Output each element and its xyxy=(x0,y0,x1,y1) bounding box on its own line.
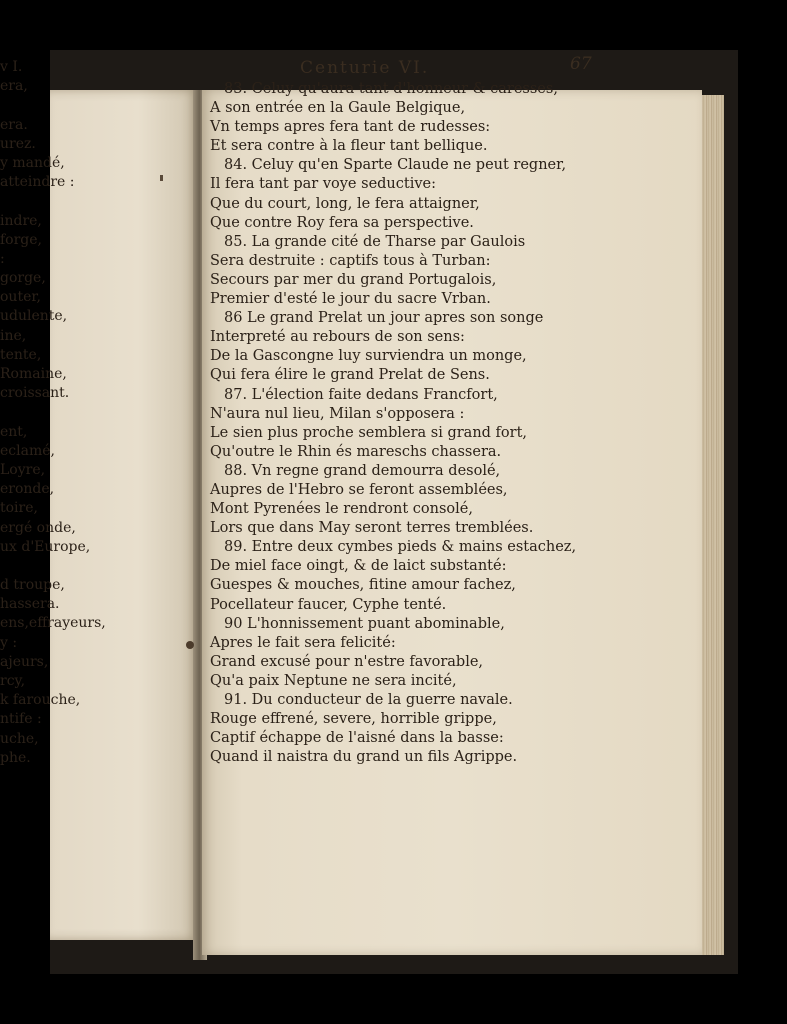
left-line: udulente, xyxy=(0,308,68,325)
verse-line: A son entrée en la Gaule Belgique, xyxy=(210,100,466,117)
left-line: y mandé, xyxy=(0,154,65,171)
verse-line: Sera destruite : captifs tous à Turban: xyxy=(210,252,491,269)
verse-line: 85. La grande cité de Tharse par Gaulois xyxy=(224,233,526,250)
left-line: ergé onde, xyxy=(0,519,76,536)
verse-line: 83. Celuy qu'aura tant d'honneur & caresses, xyxy=(224,81,558,97)
verse-line: Le sien plus proche semblera si grand fort, xyxy=(210,424,528,441)
verse-line: 91. Du conducteur de la guerre navale. xyxy=(224,692,513,708)
left-line: eclamé, xyxy=(0,442,55,459)
left-line: ens,effrayeurs, xyxy=(0,615,106,632)
left-line: era, xyxy=(0,78,28,95)
verse-line: Que contre Roy fera sa perspective. xyxy=(210,214,474,231)
left-line: uche, xyxy=(0,730,39,747)
verse-line: 89. Entre deux cymbes pieds & mains estachez, xyxy=(224,539,577,556)
left-line: tente, xyxy=(0,346,42,363)
running-head: Centurie VI. xyxy=(300,58,430,78)
verse-line: Rouge effrené, severe, horrible grippe, xyxy=(210,711,497,728)
verse-line: De miel face oingt, & de laict substanté: xyxy=(210,558,507,575)
verse-line: N'aura nul lieu, Milan s'opposera : xyxy=(210,405,465,422)
verse-line: Et sera contre à la fleur tant bellique. xyxy=(210,138,488,155)
left-line: ent, xyxy=(0,423,28,440)
left-line: era. xyxy=(0,116,28,133)
left-line xyxy=(0,96,140,115)
verse-line: Mont Pyrenées le rendront consolé, xyxy=(210,501,473,518)
verse-line: Interpreté au rebours de son sens: xyxy=(210,329,465,346)
left-line: rcy, xyxy=(0,673,26,689)
left-line: toire, xyxy=(0,500,38,517)
left-line: y : xyxy=(0,634,18,651)
verse-line: 87. L'élection faite dedans Francfort, xyxy=(224,386,498,403)
left-line: ine, xyxy=(0,327,27,344)
right-page-text xyxy=(210,80,650,767)
verse-line: Apres le fait sera felicité: xyxy=(210,634,396,651)
verse-line: Qui fera élire le grand Prelat de Sens. xyxy=(210,367,490,384)
left-line: k farouche, xyxy=(0,692,81,709)
verse-line: Secours par mer du grand Portugalois, xyxy=(210,271,497,288)
left-line xyxy=(0,403,140,422)
left-line xyxy=(0,192,140,211)
left-line: outer, xyxy=(0,289,41,306)
verse-line: Qu'a paix Neptune ne sera incité, xyxy=(210,672,457,689)
left-line: ntife : xyxy=(0,711,42,728)
verse-line: Premier d'esté le jour du sacre Vrban. xyxy=(210,291,491,308)
left-page-text xyxy=(0,58,140,768)
verse-line: Il fera tant par voye seductive: xyxy=(210,176,437,193)
verse-line: Qu'outre le Rhin és mareschs chassera. xyxy=(210,443,502,460)
left-line: croissant. xyxy=(0,385,70,402)
left-line: urez. xyxy=(0,135,36,152)
left-line: ux d'Europe, xyxy=(0,538,91,555)
verse-line: De la Gascongne luy surviendra un monge, xyxy=(210,348,527,365)
left-line: hassera. xyxy=(0,596,60,613)
left-line: Romaine, xyxy=(0,366,67,382)
left-line: atteindre : xyxy=(0,174,75,191)
left-line: eronde, xyxy=(0,481,55,498)
verse-line: 86 Le grand Prelat un jour apres son songe xyxy=(224,310,544,327)
verse-line: 90 L'honnissement puant abominable, xyxy=(224,615,505,632)
left-line: gorge, xyxy=(0,270,46,287)
left-line: indre, xyxy=(0,212,42,229)
page-number: 67 xyxy=(570,54,592,74)
verse-line: Pocellateur faucer, Cyphe tenté. xyxy=(210,596,447,613)
page-edges xyxy=(702,95,724,955)
left-line xyxy=(0,557,140,576)
verse-line: Captif échappe de l'aisné dans la basse: xyxy=(210,730,504,747)
verse-line: Aupres de l'Hebro se feront assemblées, xyxy=(210,481,508,498)
left-line: d troupe, xyxy=(0,577,65,594)
verse-line: 88. Vn regne grand demourra desolé, xyxy=(224,462,501,479)
verse-line: Vn temps apres fera tant de rudesses: xyxy=(210,119,491,136)
verse-line: 84. Celuy qu'en Sparte Claude ne peut regner, xyxy=(224,157,567,174)
verse-line: Que du court, long, le fera attaigner, xyxy=(210,195,480,212)
left-line: Loyre, xyxy=(0,461,46,478)
verse-line: Quand il naistra du grand un fils Agrippe. xyxy=(210,749,518,766)
verse-line: Lors que dans May seront terres tremblées. xyxy=(210,520,534,537)
left-line: v I. xyxy=(0,59,23,75)
verse-line: Guespes & mouches, fitine amour fachez, xyxy=(210,577,516,594)
verse-line: Grand excusé pour n'estre favorable, xyxy=(210,653,484,670)
left-line: forge, xyxy=(0,231,42,248)
left-line: ajeurs, xyxy=(0,653,49,670)
ink-mark xyxy=(186,641,194,649)
ink-mark xyxy=(160,175,163,181)
left-line: : xyxy=(0,250,5,267)
left-line: phe. xyxy=(0,749,31,766)
